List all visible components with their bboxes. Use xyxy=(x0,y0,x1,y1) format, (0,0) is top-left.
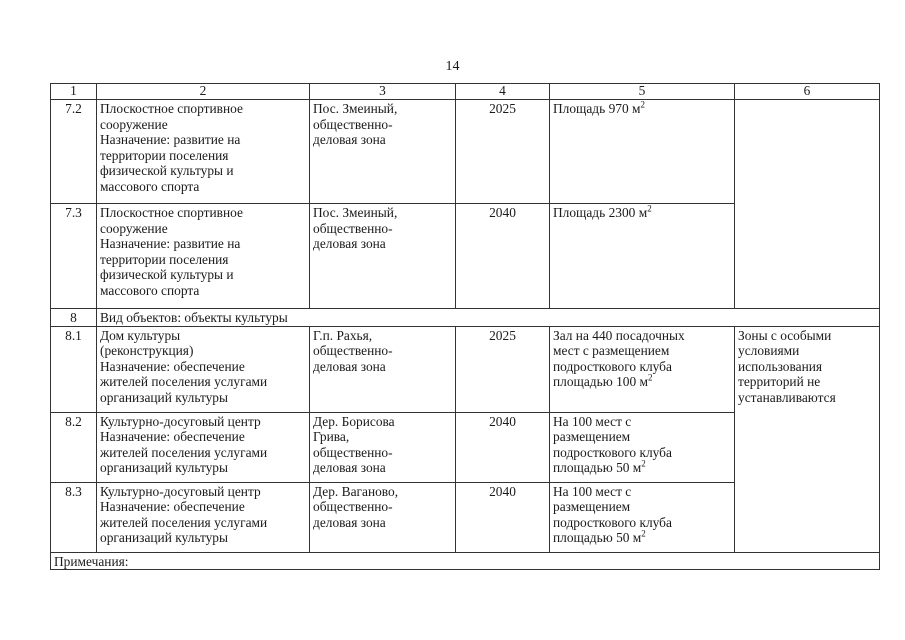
zones-note: Зоны с особыми условиями использования территорий не устанавливаются xyxy=(735,326,880,552)
object-name: Культурно-досуговый центр Назначение: обеспечение жителей поселения услугами организаций культуры xyxy=(97,482,310,552)
objects-table xyxy=(50,83,880,570)
header-col-3: 3 xyxy=(310,84,456,100)
page-number: 14 xyxy=(445,59,460,74)
notes-label: Примечания: xyxy=(51,552,880,570)
row-number: 7.3 xyxy=(51,204,97,309)
header-col-1: 1 xyxy=(51,84,97,100)
header-row xyxy=(51,84,880,100)
object-location: Дер. Ваганово, общественно- деловая зона xyxy=(310,482,456,552)
object-year: 2025 xyxy=(456,326,550,412)
notes-row xyxy=(51,552,880,570)
object-year: 2040 xyxy=(456,482,550,552)
header-col-6: 6 xyxy=(735,84,880,100)
row-number: 8.2 xyxy=(51,412,97,482)
zones-cell-empty xyxy=(735,100,880,309)
object-params: Зал на 440 посадочных мест с размещением подросткового клуба площадью 100 $м^2$ xyxy=(550,326,735,412)
object-location: Пос. Змеиный, общественно- деловая зона xyxy=(310,204,456,309)
row-number: 7.2 xyxy=(51,100,97,204)
section-title: Вид объектов: объекты культуры xyxy=(97,309,880,327)
object-location: Г.п. Рахья, общественно- деловая зона xyxy=(310,326,456,412)
header-col-4: 4 xyxy=(456,84,550,100)
row-number: 8.3 xyxy=(51,482,97,552)
object-name: Дом культуры (реконструкция) Назначение: обеспечение жителей поселения услугами организаций культуры xyxy=(97,326,310,412)
object-params: На 100 мест с размещением подросткового клуба площадью 50 $м^2$ xyxy=(550,482,735,552)
object-params: На 100 мест с размещением подросткового клуба площадью 50 $м^2$ xyxy=(550,412,735,482)
table-row xyxy=(51,100,880,204)
object-name: Плоскостное спортивное сооружение Назначение: развитие на территории поселения физической культуры и массового спорта xyxy=(97,204,310,309)
header-col-2: 2 xyxy=(97,84,310,100)
object-year: 2040 xyxy=(456,204,550,309)
object-year: 2025 xyxy=(456,100,550,204)
object-name: Культурно-досуговый центр Назначение: обеспечение жителей поселения услугами организаций культуры xyxy=(97,412,310,482)
row-number: 8.1 xyxy=(51,326,97,412)
object-year: 2040 xyxy=(456,412,550,482)
object-location: Пос. Змеиный, общественно- деловая зона xyxy=(310,100,456,204)
table-row xyxy=(51,326,880,412)
object-location: Дер. Борисова Грива, общественно- деловая зона xyxy=(310,412,456,482)
header-col-5: 5 xyxy=(550,84,735,100)
section-row xyxy=(51,309,880,327)
object-params: Площадь 970 $м^2$ xyxy=(550,100,735,204)
object-name: Плоскостное спортивное сооружение Назначение: развитие на территории поселения физической культуры и массового спорта xyxy=(97,100,310,204)
section-number: 8 xyxy=(51,309,97,327)
object-params: Площадь 2300 $м^2$ xyxy=(550,204,735,309)
